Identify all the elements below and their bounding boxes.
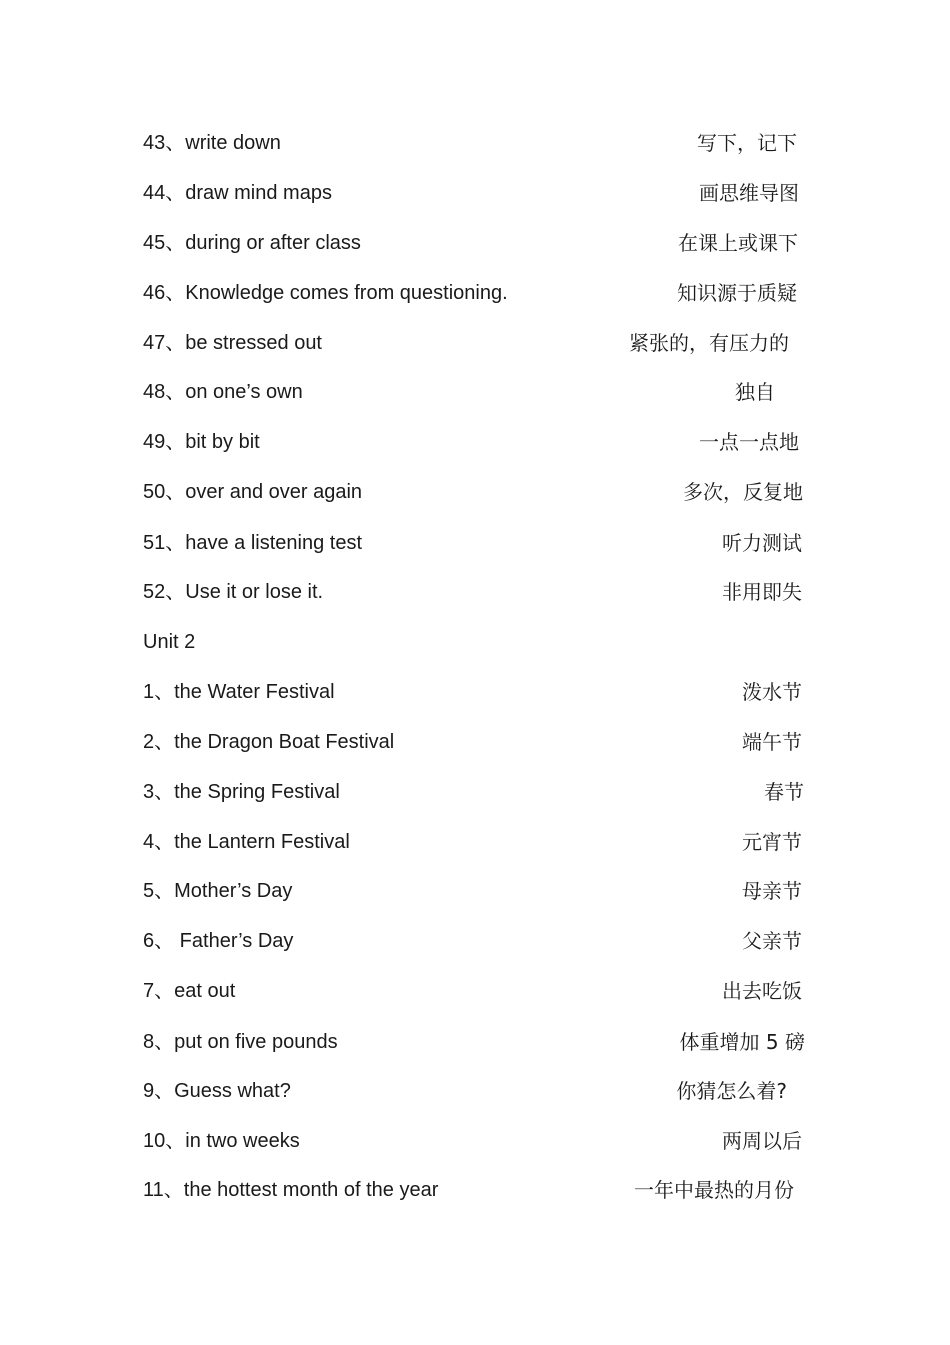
chinese-meaning: 泼水节 xyxy=(742,680,802,704)
english-phrase: 8、put on five pounds xyxy=(143,1031,338,1053)
vocab-row xyxy=(0,178,950,208)
chinese-meaning: 父亲节 xyxy=(742,929,802,953)
vocab-row xyxy=(0,827,950,857)
chinese-meaning: 独自 xyxy=(735,380,775,404)
chinese-meaning: 画思维导图 xyxy=(699,181,799,205)
english-phrase: 10、in two weeks xyxy=(143,1130,300,1152)
english-phrase: 45、during or after class xyxy=(143,232,361,254)
vocab-row xyxy=(0,328,950,358)
chinese-meaning: 春节 xyxy=(764,780,804,804)
english-phrase: 6、 Father’s Day xyxy=(143,930,294,952)
english-phrase: 9、Guess what? xyxy=(143,1080,291,1102)
english-phrase: 49、bit by bit xyxy=(143,431,260,453)
chinese-meaning: 元宵节 xyxy=(742,830,802,854)
vocab-row xyxy=(0,727,950,757)
chinese-meaning: 非用即失 xyxy=(722,580,802,604)
english-phrase: 47、be stressed out xyxy=(143,332,322,354)
vocab-row xyxy=(0,926,950,956)
chinese-meaning: 紧张的，有压力的 xyxy=(629,331,789,355)
english-phrase: 46、Knowledge comes from questioning. xyxy=(143,282,508,304)
unit-heading: Unit 2 xyxy=(143,631,196,653)
english-phrase: 51、have a listening test xyxy=(143,532,363,554)
chinese-meaning: 一年中最热的月份 xyxy=(634,1178,794,1202)
chinese-meaning: 母亲节 xyxy=(742,879,802,903)
english-phrase: 52、Use it or lose it. xyxy=(143,581,324,603)
english-phrase: 2、the Dragon Boat Festival xyxy=(143,731,395,753)
vocab-row xyxy=(0,128,950,158)
english-phrase: 4、the Lantern Festival xyxy=(143,831,350,853)
chinese-meaning: 出去吃饭 xyxy=(722,979,802,1003)
chinese-meaning: 一点一点地 xyxy=(699,430,799,454)
vocab-row xyxy=(0,1126,950,1156)
vocab-row xyxy=(0,477,950,507)
vocab-row xyxy=(0,1175,950,1205)
chinese-meaning: 端午节 xyxy=(742,730,802,754)
vocab-row xyxy=(0,1076,950,1106)
english-phrase: 48、on one’s own xyxy=(143,381,303,403)
chinese-meaning: 写下，记下 xyxy=(697,131,797,155)
vocab-row xyxy=(0,677,950,707)
vocab-row xyxy=(0,427,950,457)
english-phrase: 3、the Spring Festival xyxy=(143,781,340,803)
vocab-row xyxy=(0,976,950,1006)
vocab-row xyxy=(0,1027,950,1057)
vocab-row xyxy=(0,377,950,407)
vocab-row xyxy=(0,777,950,807)
chinese-meaning: 知识源于质疑 xyxy=(677,281,797,305)
english-phrase: 7、eat out xyxy=(143,980,236,1002)
chinese-meaning: 两周以后 xyxy=(722,1129,802,1153)
english-phrase: 44、draw mind maps xyxy=(143,182,332,204)
vocab-row xyxy=(0,876,950,906)
vocab-row xyxy=(0,528,950,558)
vocab-row xyxy=(0,228,950,258)
chinese-meaning: 在课上或课下 xyxy=(678,231,798,255)
chinese-meaning: 多次，反复地 xyxy=(683,480,803,504)
chinese-meaning: 你猜怎么着? xyxy=(676,1079,787,1103)
english-phrase: 1、the Water Festival xyxy=(143,681,335,703)
english-phrase: 43、write down xyxy=(143,132,281,154)
english-phrase: 5、Mother’s Day xyxy=(143,880,293,902)
english-phrase: 50、over and over again xyxy=(143,481,363,503)
chinese-meaning: 听力测试 xyxy=(722,531,802,555)
chinese-meaning: 体重增加 5 磅 xyxy=(679,1030,805,1054)
english-phrase: 11、the hottest month of the year xyxy=(143,1179,439,1201)
vocab-row xyxy=(0,577,950,607)
vocab-row xyxy=(0,278,950,308)
